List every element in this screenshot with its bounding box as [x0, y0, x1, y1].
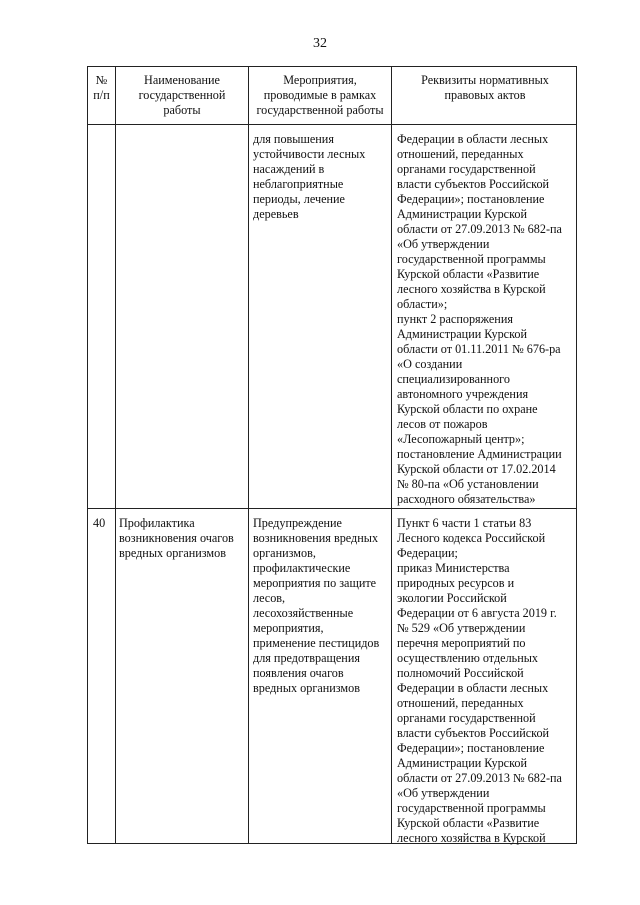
row-acts: Пункт 6 части 1 статьи 83 Лесного кодекса Российской Федерации; приказ Министерства природных ресурсов и экологии Российской Федерации от 6 августа 2019 г. № 529 «Об утверждении перечня мероприятий по осуществлению отдельных полномочий Российской Федерации в области лесных отношений, переданных органами государственной власти субъектов Российской Федерации»; постановление Администрации Курской области от 27.09.2013 № 682-па «Об утверждении государственной программы Курской области «Развитие лесного хозяйства в Курской: [397, 516, 562, 845]
row-acts: Федерации в области лесных отношений, переданных органами государственной власти субъектов Российской Федерации»; постановление Администрации Курской области от 27.09.2013 № 682-па «Об утверждении государственной программы Курской области «Развитие лесного хозяйства в Курской области»; пункт 2 распоряжения Администрации Курской области от 01.11.2011 № 676-ра «О создании специализированного автономного учреждения Курской области по охране лесов от пожаров «Лесопожарный центр»; постановление Администрации Курской области от 17.02.2014 № 80-па «Об установлении расходного обязательства»: [397, 132, 562, 506]
row-events: Предупреждение возникновения вредных организмов, профилактические мероприятия по защите лесов, лесохозяйственные мероприятия, применение пестицидов для предотвращения появления очагов вредных организмов: [253, 516, 380, 695]
regulation-table: [87, 66, 577, 844]
row-num: 40: [93, 516, 106, 530]
header-num: № п/п: [93, 73, 110, 102]
header-events: Мероприятия, проводимые в рамках государственной работы: [256, 73, 384, 117]
column-divider: [248, 67, 249, 843]
header-name: Наименование государственной работы: [138, 73, 226, 117]
row-divider: [88, 508, 576, 509]
row-events: для повышения устойчивости лесных насаждений в неблагоприятные периоды, лечение деревьев: [253, 132, 366, 221]
column-divider: [115, 67, 116, 843]
page-number: 32: [313, 36, 327, 51]
header-acts: Реквизиты нормативных правовых актов: [421, 73, 549, 102]
row-divider: [88, 124, 576, 125]
row-name: Профилактика возникновения очагов вредных организмов: [119, 516, 234, 560]
column-divider: [391, 67, 392, 843]
